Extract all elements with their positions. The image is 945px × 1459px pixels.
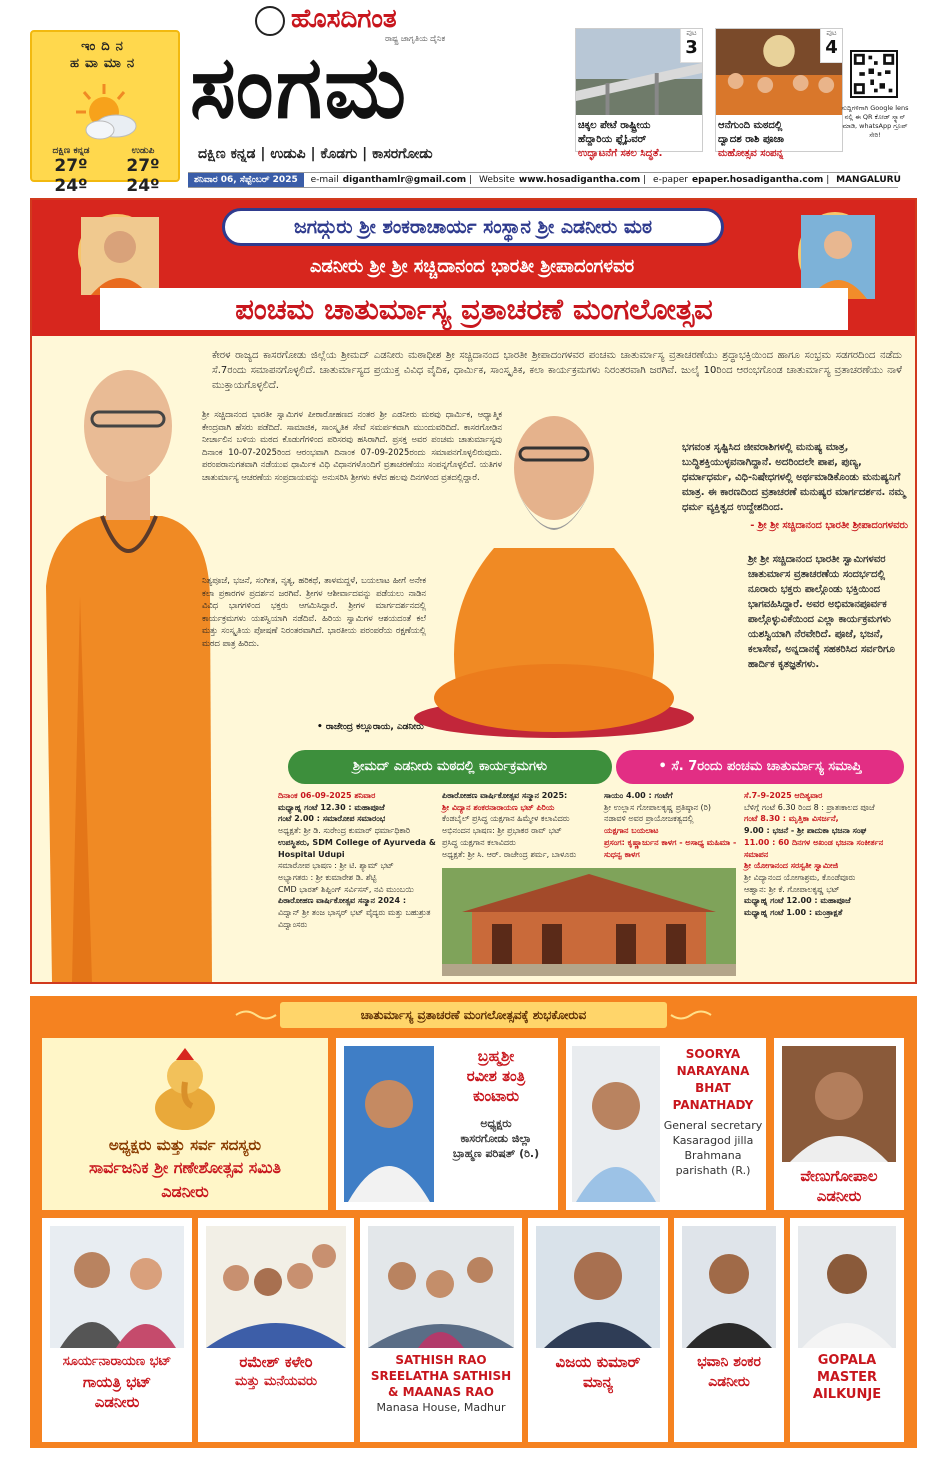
weather-box <box>30 30 180 196</box>
venugopala-card: ವೇಣುಗೋಪಾಲ ಎಡನೀರು <box>774 1038 904 1210</box>
senior-swami-portrait <box>78 214 156 292</box>
issue-date: ಶನಿವಾರ 06, ಸೆಪ್ಟೆಂಬರ್ 2025 <box>188 173 304 187</box>
ganesha-icon <box>146 1046 224 1132</box>
feature-banner <box>32 200 915 336</box>
adi-shankara-portrait <box>798 212 872 296</box>
teaser-caption: ಚಿಕ್ಕಲ ಪೇಟೆ ರಾಷ್ಟ್ರೀಯ ಹೆದ್ದಾರಿಯ ಫ್ಲೈಓವರ್ ಉದ್ಘಾಟನೆಗೆ ಸಕಲ ಸಿದ್ಧತೆ. <box>578 120 663 159</box>
raveesha-tantri-card: ಬ್ರಹ್ಮಶ್ರೀ ರವೀಶ ತಂತ್ರಿ ಕುಂಟಾರು ಅಧ್ಯಕ್ಷರು ಕಾಸರಗೋಡು ಜಿಲ್ಲಾ ಬ್ರಾಹ್ಮಣ ಪರಿಷತ್ (ರಿ.) <box>336 1038 558 1210</box>
banner-line-3: ಪಂಚಮ ಚಾತುರ್ಮಾಸ್ಯ ವ್ರತಾಚರಣೆ ಮಂಗಲೋತ್ಸವ <box>100 288 848 330</box>
regions-line: ದಕ್ಷಿಣ ಕನ್ನಡ | ಉಡುಪಿ | ಕೊಡಗು | ಕಾಸರಗೋಡು <box>198 146 433 162</box>
edition-name: MANGALURU <box>836 175 901 185</box>
vijaya-kumar-card: ವಿಜಯ ಕುಮಾರ್ ಮಾನ್ಯ <box>528 1218 668 1442</box>
epaper-link[interactable]: epaper.hosadigantha.com <box>692 175 824 185</box>
sun-cloud-icon <box>74 82 140 144</box>
ornament-icon <box>236 1008 276 1022</box>
masthead <box>0 0 945 196</box>
swami-quote: ಭಗವಂತ ಸೃಷ್ಟಿಸಿದ ಜೀವರಾಶಿಗಳಲ್ಲಿ ಮನುಷ್ಯ ಮಾತ್ರ, ಬುದ್ಧಿಶಕ್ತಿಯುಳ್ಳವನಾಗಿದ್ದಾನೆ. ಅದರಿಂದಲೇ ಪಾಪ, ಪುಣ್ಯ, ಧರ್ಮಾಧರ್ಮ, ವಿಧಿ-ನಿಷೇಧಗಳಲ್ಲಿ ಅರ್ಥಮಾಡಿಕೊಂಡು ಮನುಷ್ಯನಿಗೆ ಮಾತ್ರ. ಈ ಕಾರಣದಿಂದ ವ್ರತಾಚರಣೆ ಮನುಷ್ಯರ ಮಾರ್ಗದರ್ಶನ. ನಮ್ಮ ಧರ್ಮ ವ್ಯಕ್ತಿತ್ವದ ಉದ್ದೇಶದಿಂದ. - ಶ್ರೀ ಶ್ರೀ ಸಚ್ಚಿದಾನಂದ ಭಾರತೀ ಶ್ರೀಪಾದಂಗಳವರು <box>682 442 908 531</box>
page-badge: ಪುಟ 3 <box>680 29 702 63</box>
byline: • ರಾಜೇಂದ್ರ ಕಲ್ಲೂರಾಯ, ಎಡನೀರು <box>317 722 424 732</box>
person-photo <box>682 1226 776 1348</box>
website-link[interactable]: www.hosadigantha.com <box>518 175 641 185</box>
schedule-column-3: ಸಾಯಂ 4.00 : ಗಂಟೆಗೆ ಶ್ರೀ ಉಲ್ಲಾಸ ಗೋಪಾಲಕೃಷ್ಣ ಪ್ರತಿಷ್ಠಾನ (ರಿ) ನಡಾವಳಿ ಅವರ ಪ್ರಾಯೋಜಕತ್ವದಲ್ಲಿ ಯಕ್ಷಗಾನ ಬಯಲಾಟ ಪ್ರಸಂಗ: ಕೃಷ್ಣಾರ್ಜುನ ಕಾಳಗ - ಅಸಾಧ್ಯ ಮಹಿಮಾ - ಸುಧನ್ವ ಕಾಳಗ <box>604 791 737 859</box>
ramesh-kaleri-card: ರಮೇಶ್ ಕಳೇರಿ ಮತ್ತು ಮನೆಯವರು <box>198 1218 354 1442</box>
person-photo <box>536 1226 660 1348</box>
weather-dk: ದಕ್ಷಿಣ ಕನ್ನಡ 27º 24º <box>52 146 90 196</box>
intro-paragraph: ಕೇರಳ ರಾಜ್ಯದ ಕಾಸರಗೋಡು ಜಿಲ್ಲೆಯ ಶ್ರೀಮದ್ ಎಡನೀರು ಮಠಾಧೀಶ ಶ್ರೀ ಸಚ್ಚಿದಾನಂದ ಭಾರತೀ ಶ್ರೀಪಾದಂಗಳವರ ಪಂಚಮ ಚಾತುರ್ಮಾಸ್ಯ ವ್ರತಾಚರಣೆಯು ಶ್ರದ್ಧಾಭಕ್ತಿಯಿಂದ ಹಾಗೂ ಸಂಭ್ರಮ ಸಡಗರದಿಂದ ನಡೆದು ಸೆ.7ರಂದು ಸಮಾಪನಗೊಳ್ಳಲಿದೆ. ಚಾತುರ್ಮಾಸ್ಯದ ಪ್ರಯುಕ್ತ ವಿವಿಧ ವೈದಿಕ, ಧಾರ್ಮಿಕ, ಸಾಂಸ್ಕೃತಿಕ, ಕಲಾ ಕಾರ್ಯಕ್ರಮಗಳು ನಿರಂತರವಾಗಿ ಜರಗಿವೆ. ಜುಲೈ 10ರಿಂದ ಆರಂಭಗೊಂಡ ಚಾತುರ್ಮಾಸ್ಯ ವ್ರತಾಚರಣೆಯು ನಾಳೆ ಮುಕ್ತಾಯಗೊಳ್ಳಲಿದೆ. <box>212 350 902 391</box>
suryanarayana-gayatri-card: ಸೂರ್ಯನಾರಾಯಣ ಭಟ್ ಗಾಯತ್ರಿ ಭಟ್ ಎಡನೀರು <box>42 1218 192 1442</box>
schedule-column-4: ಸೆ.7-9-2025 ಆದಿತ್ಯವಾರ ಬೆಳಿಗ್ಗೆ ಗಂಟೆ 6.30 ರಿಂದ 8 : ಪ್ರಾತಃಕಾಲದ ಪೂಜೆ ಗಂಟೆ 8.30 : ಮೃತ್ತಿಕಾ ವಿಸರ್ಜನೆ, 9.00 : ಭಜನೆ - ಶ್ರೀ ಪಾದುಕಾ ಭಜನಾ ಸಂಘ 11.00 : 60 ದಿನಗಳ ಅಖಂಡ ಭಜನಾ ಸಂಕೀರ್ತನ ಸಮಾಪನ ಶ್ರೀ ಯೋಗಾನಂದ ಸರಸ್ವತೀ ಸ್ವಾಮೀಜಿ ಶ್ರೀ ವಿದ್ಯಾನಂದ ಯೋಗಾಶ್ರಮ, ಕೊಂಡೆವೂರು ಆಹ್ವಾನ: ಶ್ರೀ ಕೆ. ಗೋಪಾಲಕೃಷ್ಣ ಭಟ್ ಮಧ್ಯಾಹ್ನ ಗಂಟೆ 12.00 : ಮಹಾಪೂಜೆ ಮಧ್ಯಾಹ್ನ ಗಂಟೆ 1.00 : ಮಂತ್ರಾಕ್ಷತೆ <box>744 791 884 918</box>
schedule-column-1: ದಿನಾಂಕ 06-09-2025 ಶನಿವಾರ ಮಧ್ಯಾಹ್ನ ಗಂಟೆ 12.30 : ಮಹಾಪೂಜೆ ಗಂಟೆ 2.00 : ಸಮಾರೋಪ ಸಮಾರಂಭ ಅಧ್ಯಕ್ಷತೆ: ಶ್ರೀ ಡಿ. ಸುರೇಂದ್ರ ಕುಮಾರ್ ಧರ್ಮಾಧಿಕಾರಿ ಉಪಸ್ಥಿತರು, SDM College of Ayurveda & Hospital Udupi ಸಮಾರೋಪ ಭಾಷಣ : ಶ್ರೀ ಟಿ. ಶ್ಯಾಮ್ ಭಟ್ ಅಭ್ಯಾಗತರು : ಶ್ರೀ ಕುಮಾರೇಶ ಡಿ. ಶೆಟ್ಟಿ CMD ಭಾರತ್ ಶಿಪ್ಪಿಂಗ್ ಸರ್ವಿಸಸ್, ನವಿ ಮುಂಬಯಿ ಪಿಠಾರೋಹಣ ವಾರ್ಷಿಕೋತ್ಸವ ಸನ್ಮಾನ 2024 : ವಿದ್ವಾನ್ ಶ್ರೀ ತಂಜ ಭಾಸ್ಕರ್ ಭಟ್ ವೈದ್ಯರು ಮತ್ತು ಬಹುಶ್ರುತ ವಿದ್ವಾಂಸರು <box>278 791 436 929</box>
teaser-page-4[interactable] <box>715 28 843 159</box>
info-bar: ಶನಿವಾರ 06, ಸೆಪ್ಟೆಂಬರ್ 2025 e-mail diganthamlr@gmail.com | Website www.hosadigantha.com | e-paper epaper.hosadigantha.com | MANGALURU <box>188 172 898 188</box>
sathish-rao-family-card: SATHISH RAO SREELATHA SATHISH & MAANAS RAO Manasa House, Madhur <box>360 1218 522 1442</box>
events-heading: ಶ್ರೀಮದ್ ಎಡನೀರು ಮಠದಲ್ಲಿ ಕಾರ್ಯಕ್ರಮಗಳು <box>288 750 612 784</box>
banner-line-1: ಜಗದ್ಗುರು ಶ್ರೀ ಶಂಕರಾಚಾರ್ಯ ಸಂಸ್ಥಾನ ಶ್ರೀ ಎಡನೀರು ಮಠ <box>222 208 724 246</box>
thanks-note: ಶ್ರೀ ಶ್ರೀ ಸಚ್ಚಿದಾನಂದ ಭಾರತೀ ಸ್ವಾಮಿಗಳವರ ಚಾತುರ್ಮಾಸ ವ್ರತಾಚರಣೆಯ ಸಂದರ್ಭದಲ್ಲಿ ನೂರಾರು ಭಕ್ತರು ಪಾಲ್ಗೊಂಡು ಭಕ್ತಿಯಿಂದ ಭಾಗವಹಿಸಿದ್ದಾರೆ. ಅವರ ಅಭಿಮಾನಪೂರ್ವಕ ಪಾಲ್ಗೊಳ್ಳುವಿಕೆಯಿಂದ ಎಲ್ಲಾ ಕಾರ್ಯಕ್ರಮಗಳು ಯಶಸ್ವಿಯಾಗಿ ನೆರವೇರಿದೆ. ಪೂಜೆ, ಭಜನೆ, ಕಲಾಸೇವೆ, ಅನ್ನದಾನಕ್ಕೆ ಸಹಕರಿಸಿದ ಸರ್ವರಿಗೂ ಹಾರ್ದಿಕ ಕೃತಜ್ಞತೆಗಳು. <box>748 554 895 670</box>
banner-line-2: ಎಡನೀರು ಶ್ರೀ ಶ್ರೀ ಸಚ್ಚಿದಾನಂದ ಭಾರತೀ ಶ್ರೀಪಾದಂಗಳವರ <box>309 256 635 277</box>
brand-sangama: ಸಂಗಮ <box>190 38 409 138</box>
teaser-caption: ಆನೆಗುಂದಿ ಮಠದಲ್ಲಿ ದ್ವಾದಶ ರಾಶಿ ಪೂಜಾ ಮಹೋತ್ಸವ ಸಂಪನ್ನ <box>718 120 785 159</box>
conclusion-heading: • ಸೆ. 7ರಂದು ಪಂಚಮ ಚಾತುರ್ಮಾಸ್ಯ ಸಮಾಪ್ತಿ <box>616 750 904 784</box>
family-photo <box>206 1226 346 1348</box>
feature-section <box>30 198 917 984</box>
gopala-master-card: GOPALA MASTER AILKUNJE <box>790 1218 904 1442</box>
soorya-narayana-bhat-card: SOORYA NARAYANA BHAT PANATHADY General secretary Kasaragod jilla Brahmana parishath (R.) <box>566 1038 766 1210</box>
teaser-page-3[interactable] <box>575 28 703 159</box>
lamp-logo-icon <box>255 6 285 36</box>
swami-seated-photo <box>404 398 704 738</box>
person-photo <box>798 1226 896 1348</box>
bhavani-shankara-card: ಭವಾನಿ ಶಂಕರ ಎಡನೀರು <box>674 1218 784 1442</box>
weather-title: ಇಂದಿನ ಹವಾಮಾನ <box>69 39 141 71</box>
greetings-header: ಚಾತುರ್ಮಾಸ್ಯ ವ್ರತಾಚರಣೆ ಮಂಗಲೋತ್ಸವಕ್ಕೆ ಶುಭಕೋರುವ <box>280 1002 667 1028</box>
person-photo <box>572 1046 660 1202</box>
schedule-column-2: ಪಿಠಾರೋಹಣ ವಾರ್ಷಿಕೋತ್ಸವ ಸನ್ಮಾನ 2025: ಶ್ರೀ ವಿದ್ಯಾನ ಶಂಕರನಾರಾಯಣ ಭಟ್ ಪಿರಿಯ ಕೆಂಡಬೈಲ್ ಪ್ರಸಿದ್ಧ ಯಕ್ಷಗಾನ ಹಿಮ್ಮೇಳ ಕಲಾವಿದರು ಅಭಿನಂದನ ಭಾಷಣ: ಶ್ರೀ ಪ್ರಭಾಕರ ರಾವ್ ಭಟ್ ಪ್ರಸಿದ್ಧ ಯಕ್ಷಗಾನ ಕಲಾವಿದರು ಅಧ್ಯಕ್ಷತೆ: ಶ್ರೀ ಸಿ. ಆರ್. ರಾಜೇಂದ್ರ ಶರ್ಮ, ಬಾಳೂರು <box>442 791 577 859</box>
ganeshotsava-samiti-card: ಅಧ್ಯಕ್ಷರು ಮತ್ತು ಸರ್ವ ಸದಸ್ಯರು ಸಾರ್ವಜನಿಕ ಶ್ರೀ ಗಣೇಶೋತ್ಸವ ಸಮಿತಿ ಎಡನೀರು <box>42 1038 328 1210</box>
edaneer-mutt-photo <box>442 868 736 976</box>
couple-photo <box>50 1226 184 1348</box>
article-column-a: ಶ್ರೀ ಸಚ್ಚಿದಾನಂದ ಭಾರತೀ ಸ್ವಾಮಿಗಳ ಪೀಠಾರೋಹಣದ ನಂತರ ಶ್ರೀ ಎಡನೀರು ಮಠವು ಧಾರ್ಮಿಕ, ಆಧ್ಯಾತ್ಮಿಕ ಕೇಂದ್ರವಾಗಿ ಹೆಸರು ಪಡೆದಿದೆ. ಸಾಮಾಜಿಕ, ಸಾಂಸ್ಕೃತಿಕ ಸೇವೆ ಸಮರ್ಪಕವಾಗಿ ಮುಂದುವರಿದಿದೆ. ಕಾಸರಗೋಡಿನ ನೀರ್ಚಾಲಿನ ಬಳಿಯ ಮಠದ ಕೊಡುಗೆಗಳಿಂದ ಪರಿಸರವು ಹಸಿರಾಗಿದೆ. ಪ್ರಸಕ್ತ ಅವರ ಪಂಚಮ ಚಾತುರ್ಮಾಸ್ಯವು ದಿನಾಂಕ 10-07-2025ರಿಂದ ಆರಂಭವಾಗಿ ದಿನಾಂಕ 07-09-2025ರಂದು ಸಮಾಪನಗೊಳ್ಳಲಿರುವುದು. ಪರಂಪರಾನುಗತವಾಗಿ ನಡೆಯುವ ಧಾರ್ಮಿಕ ವಿಧಿ ವಿಧಾನಗಳೊಂದಿಗೆ ವ್ರತಾಚರಣೆಯು ಸಂಪನ್ನಗೊಳ್ಳಲಿದೆ. ಯತಿಗಳ ಚಾತುರ್ಮಾಸ್ಯ ಆಚರಣೆಯ ಸಂಪ್ರದಾಯವನ್ನು ಅನುಸರಿಸಿ ಶ್ರೀಗಳು ಕಳೆದ ಹಲವು ದಿನಗಳಿಂದ ವ್ರತದಲ್ಲಿದ್ದಾರೆ. <box>202 409 502 482</box>
qr-code-icon[interactable] <box>850 50 898 98</box>
person-photo <box>782 1046 896 1162</box>
family-photo <box>368 1226 514 1348</box>
swami-standing-photo <box>32 336 222 982</box>
greetings-section <box>30 996 917 1448</box>
ornament-icon <box>671 1008 711 1022</box>
brand-hosadigantha[interactable]: ಹೊಸದಿಗಂತ ರಾಷ್ಟ್ರ ಜಾಗೃತಿಯ ದೈನಿಕ <box>255 4 555 40</box>
page-badge: ಪುಟ 4 <box>820 29 842 63</box>
qr-note: ಸುದ್ದಿಗಳಿಗಾಗಿ Google lens ನಲ್ಲಿ ಈ QR ಕೋಡ್ ಸ್ಕ್ಯಾನ್ ಮಾಡಿ, whatsApp ಗ್ರೂಪ್ ಸೇರಿ! <box>841 104 909 139</box>
person-photo <box>344 1046 434 1202</box>
email-link[interactable]: diganthamlr@gmail.com <box>342 175 467 185</box>
article-column-b: ನಿತ್ಯಪೂಜೆ, ಭಜನೆ, ಸಂಗೀತ, ನೃತ್ಯ, ಹರಿಕಥೆ, ತಾಳಮದ್ದಳೆ, ಬಯಲಾಟ ಹೀಗೆ ಅನೇಕ ಕಲಾ ಪ್ರಕಾರಗಳ ಪ್ರದರ್ಶನ ಜರಗಿವೆ. ಶ್ರೀಗಳ ಆಶೀರ್ವಾದವನ್ನು ಪಡೆಯಲು ನಾಡಿನ ವಿವಿಧ ಭಾಗಗಳಿಂದ ಭಕ್ತರು ಆಗಮಿಸಿದ್ದಾರೆ. ಶ್ರೀಗಳ ಮಾರ್ಗದರ್ಶನದಲ್ಲಿ ಕಾರ್ಯಕ್ರಮಗಳು ಯಶಸ್ವಿಯಾಗಿ ನಡೆದಿವೆ. ಹಿರಿಯ ಸ್ವಾಮಿಗಳ ಆಶಯದಂತೆ ಕಲೆ ಮತ್ತು ಸಂಸ್ಕೃತಿಯ ಪೋಷಣೆ ನಿರಂತರವಾಗಿದೆ. ಭಾರತೀಯ ಪರಂಪರೆಯ ರಕ್ಷಣೆಯಲ್ಲಿ ಮಠದ ಪಾತ್ರ ಹಿರಿದು. <box>202 575 426 648</box>
weather-udupi: ಉಡುಪಿ 27º 24º <box>126 146 160 196</box>
